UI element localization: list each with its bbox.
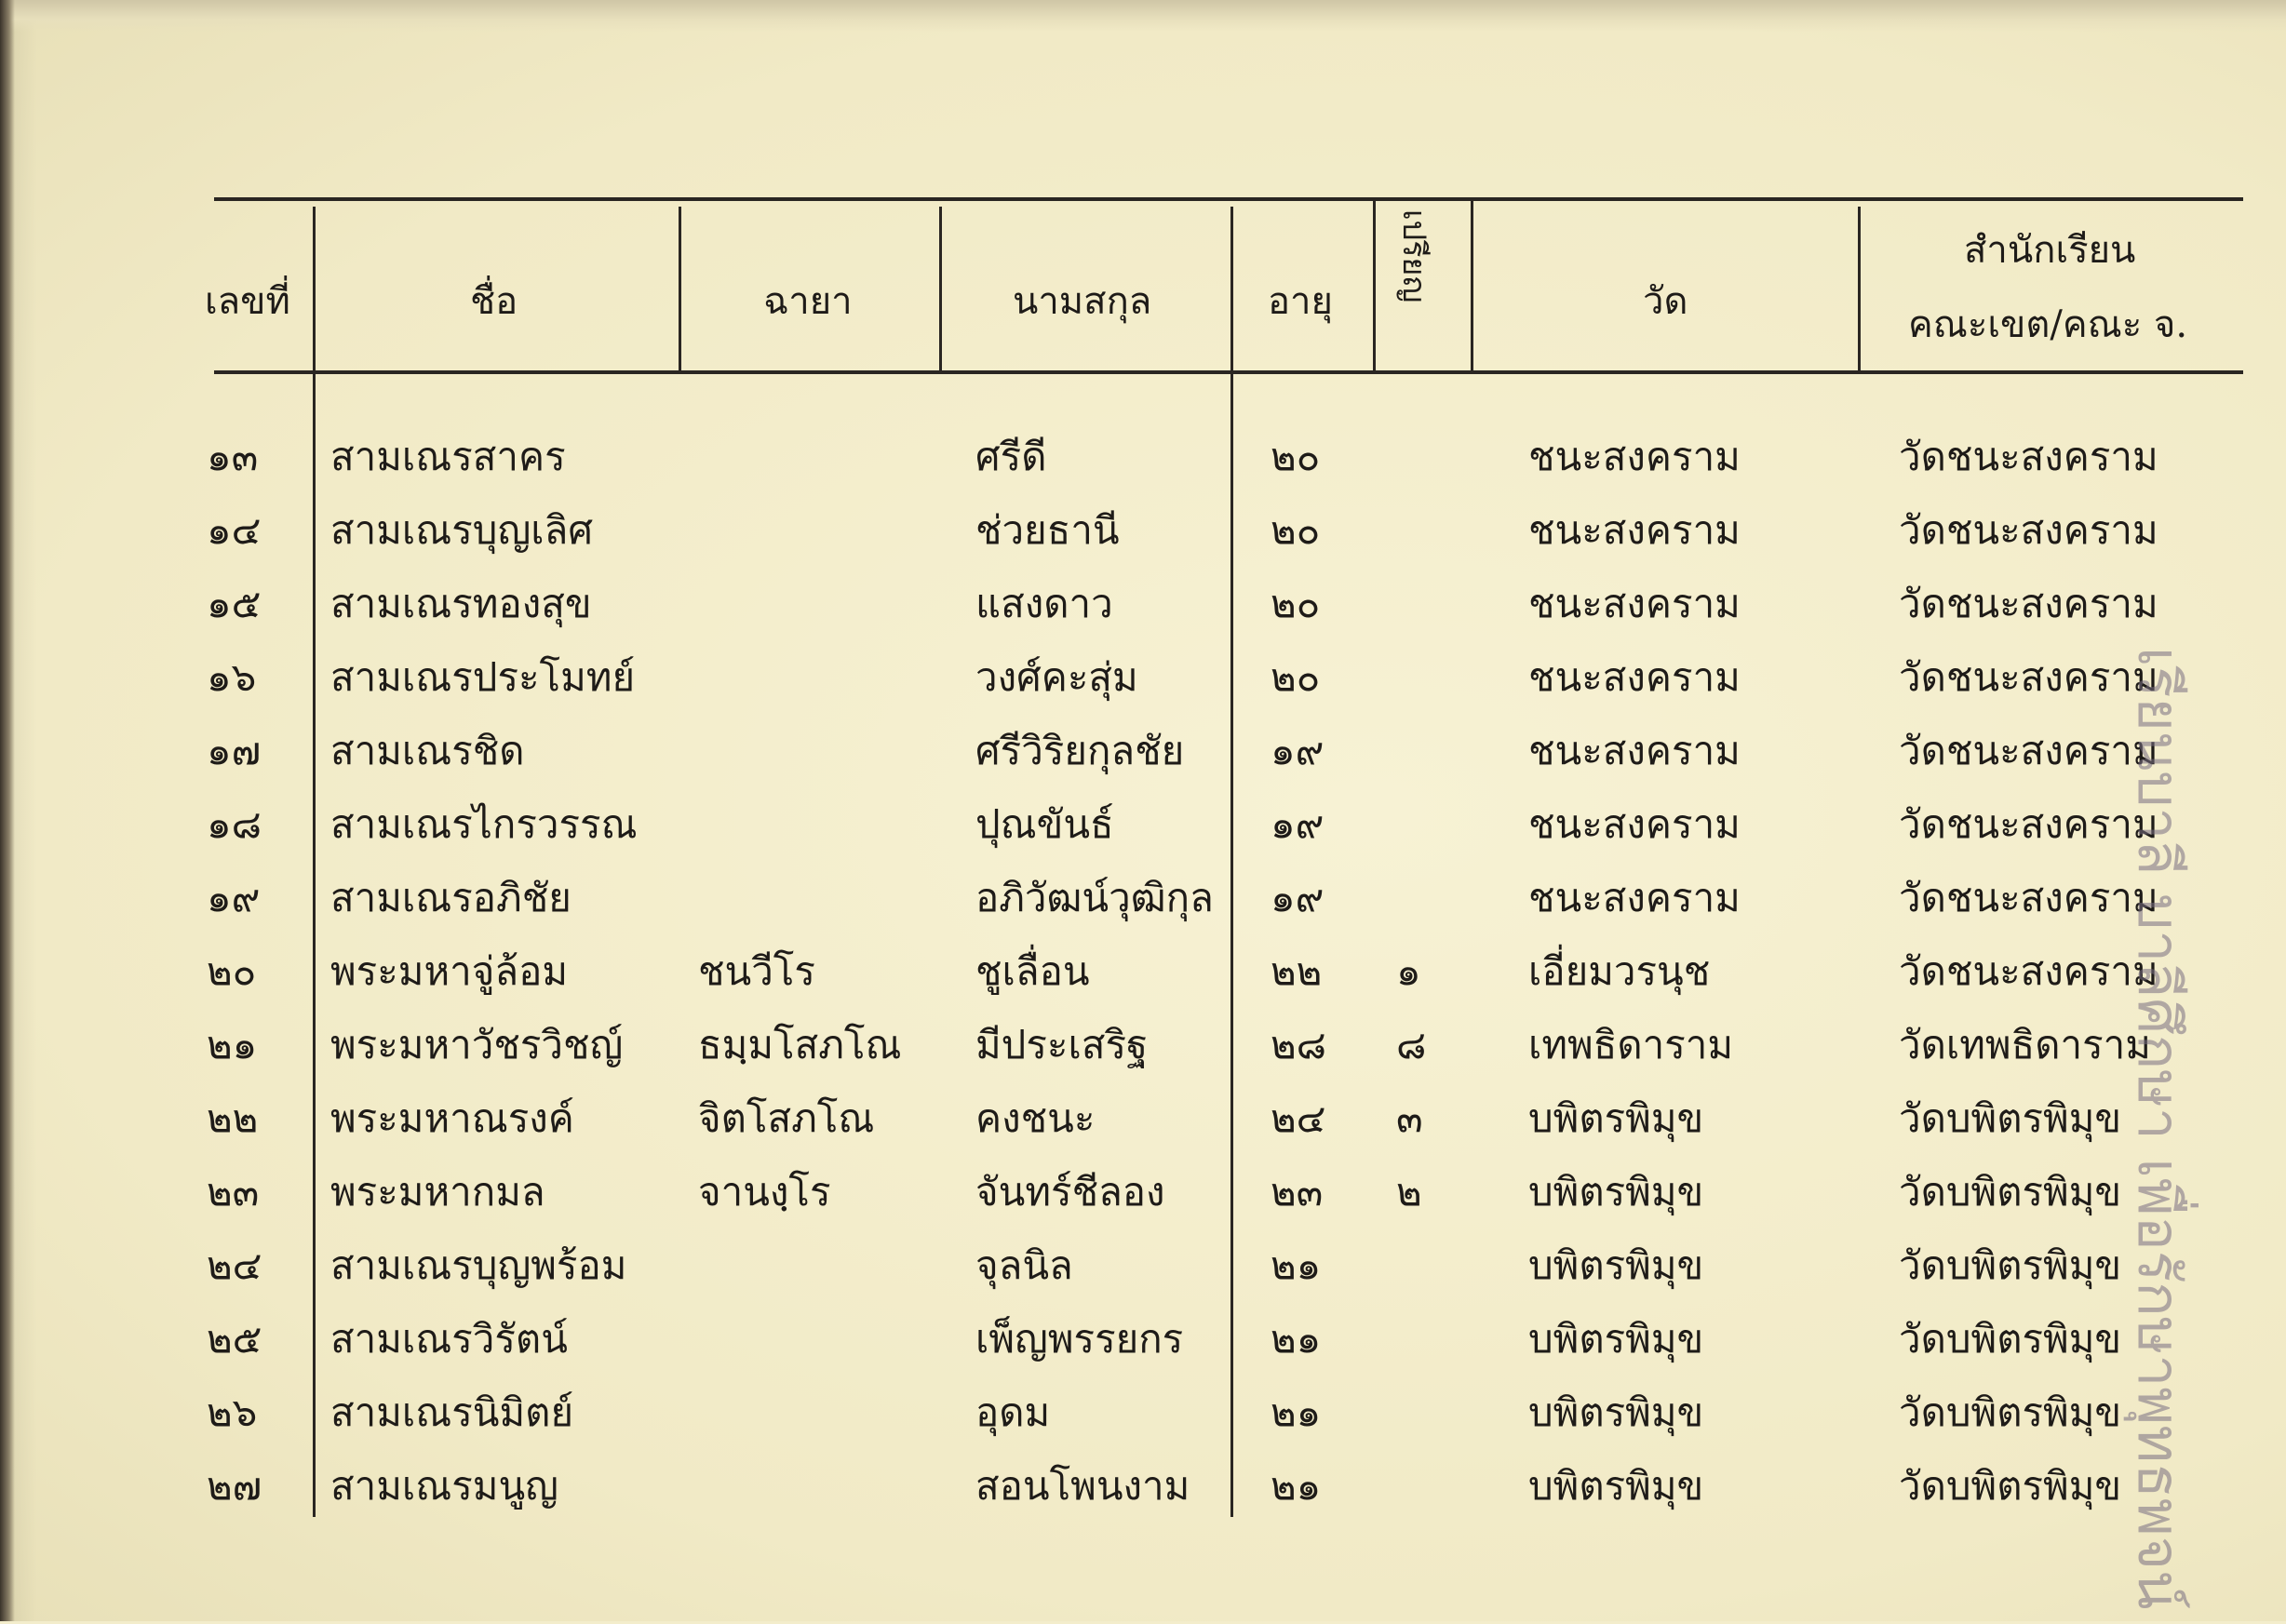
cell-school: วัดชนะสงคราม bbox=[1899, 507, 2158, 553]
cell-age: ๑๙ bbox=[1271, 875, 1325, 920]
cell-name: สามเณรชิด bbox=[330, 728, 525, 773]
cell-parian: ๘ bbox=[1396, 1022, 1427, 1067]
cell-chaya: ชนวีโร bbox=[698, 948, 815, 994]
cell-surname: จันทร์ชีลอง bbox=[975, 1169, 1165, 1215]
cell-school: วัดชนะสงคราม bbox=[1899, 654, 2158, 700]
cell-age: ๒๐ bbox=[1271, 581, 1321, 626]
table-top-rule bbox=[214, 197, 2243, 201]
cell-parian: ๒ bbox=[1396, 1169, 1422, 1215]
cell-surname: อภิวัฒน์วุฒิกุล bbox=[975, 875, 1214, 920]
cell-no: ๑๙ bbox=[207, 875, 261, 920]
header-school-line1: สำนักเรียน bbox=[1964, 229, 2136, 272]
cell-no: ๒๗ bbox=[207, 1463, 262, 1509]
cell-wat: ชนะสงคราม bbox=[1528, 875, 1741, 920]
cell-school: วัดชนะสงคราม bbox=[1899, 948, 2158, 994]
cell-wat: บพิตรพิมุข bbox=[1528, 1242, 1704, 1288]
header-age: อายุ bbox=[1268, 280, 1333, 323]
cell-no: ๑๖ bbox=[207, 654, 257, 700]
cell-age: ๒๔ bbox=[1271, 1095, 1326, 1141]
cell-school: วัดชนะสงคราม bbox=[1899, 801, 2158, 847]
column-divider bbox=[1373, 197, 1376, 372]
cell-name: สามเณรบุญพร้อม bbox=[330, 1242, 627, 1288]
cell-wat: บพิตรพิมุข bbox=[1528, 1095, 1704, 1141]
cell-no: ๒๓ bbox=[207, 1169, 260, 1215]
cell-chaya: ธมฺมโสภโณ bbox=[698, 1022, 902, 1067]
cell-surname: วงศ์คะสุ่ม bbox=[975, 654, 1138, 700]
page-top-edge bbox=[0, 0, 2286, 32]
cell-surname: มีประเสริฐ bbox=[975, 1022, 1149, 1067]
page-binding-edge bbox=[0, 0, 15, 1621]
column-divider bbox=[1230, 207, 1233, 1517]
cell-name: สามเณรมนูญ bbox=[330, 1463, 558, 1509]
cell-wat: บพิตรพิมุข bbox=[1528, 1463, 1704, 1509]
cell-surname: ปุณขันธ์ bbox=[975, 801, 1114, 847]
cell-name: พระมหากมล bbox=[330, 1169, 545, 1215]
cell-name: สามเณรสาคร bbox=[330, 434, 566, 479]
cell-name: สามเณรไกรวรรณ bbox=[330, 801, 638, 847]
cell-chaya: จิตโสภโณ bbox=[698, 1095, 875, 1141]
cell-wat: ชนะสงคราม bbox=[1528, 434, 1741, 479]
cell-no: ๑๓ bbox=[207, 434, 259, 479]
cell-no: ๑๘ bbox=[207, 801, 262, 847]
cell-wat: ชนะสงคราม bbox=[1528, 581, 1741, 626]
cell-age: ๒๑ bbox=[1271, 1242, 1322, 1288]
cell-surname: ศรีดี bbox=[975, 434, 1047, 479]
cell-wat: บพิตรพิมุข bbox=[1528, 1169, 1704, 1215]
table-header-rule bbox=[214, 370, 2243, 374]
header-parian: เปรียญ bbox=[1395, 209, 1432, 303]
cell-surname: เพ็ญพรรยกร bbox=[975, 1316, 1184, 1362]
cell-age: ๒๒ bbox=[1271, 948, 1323, 994]
cell-school: วัดบพิตรพิมุข bbox=[1899, 1463, 2122, 1509]
header-no: เลขที่ bbox=[205, 280, 290, 323]
cell-school: วัดชนะสงคราม bbox=[1899, 581, 2158, 626]
cell-name: พระมหาวัชรวิชญ์ bbox=[330, 1022, 624, 1067]
cell-no: ๒๐ bbox=[207, 948, 257, 994]
cell-no: ๑๕ bbox=[207, 581, 262, 626]
cell-wat: บพิตรพิมุข bbox=[1528, 1389, 1704, 1435]
cell-surname: อุดม bbox=[975, 1389, 1051, 1435]
cell-surname: แสงดาว bbox=[975, 581, 1113, 626]
cell-no: ๒๑ bbox=[207, 1022, 258, 1067]
cell-no: ๒๔ bbox=[207, 1242, 262, 1288]
cell-age: ๒๑ bbox=[1271, 1463, 1322, 1509]
cell-age: ๑๙ bbox=[1271, 801, 1325, 847]
header-wat: วัด bbox=[1643, 280, 1688, 323]
cell-surname: จุลนิล bbox=[975, 1242, 1073, 1288]
cell-age: ๒๑ bbox=[1271, 1316, 1322, 1362]
cell-name: พระมหาจู่ล้อม bbox=[330, 948, 569, 994]
cell-wat: ชนะสงคราม bbox=[1528, 728, 1741, 773]
header-chaya: ฉายา bbox=[763, 280, 853, 323]
cell-school: วัดชนะสงคราม bbox=[1899, 728, 2158, 773]
cell-surname: ชูเลื่อน bbox=[975, 948, 1090, 994]
cell-no: ๑๗ bbox=[207, 728, 262, 773]
cell-name: สามเณรอภิชัย bbox=[330, 875, 572, 920]
cell-name: สามเณรวิรัตน์ bbox=[330, 1316, 568, 1362]
cell-school: วัดบพิตรพิมุข bbox=[1899, 1095, 2122, 1141]
cell-parian: ๑ bbox=[1396, 948, 1421, 994]
cell-age: ๒๐ bbox=[1271, 654, 1321, 700]
cell-chaya: จานงฺโร bbox=[698, 1169, 831, 1215]
cell-name: สามเณรนิมิตย์ bbox=[330, 1389, 574, 1435]
column-divider bbox=[939, 207, 942, 372]
cell-parian: ๓ bbox=[1396, 1095, 1423, 1141]
cell-wat: บพิตรพิมุข bbox=[1528, 1316, 1704, 1362]
cell-school: วัดชนะสงคราม bbox=[1899, 875, 2158, 920]
cell-age: ๑๙ bbox=[1271, 728, 1325, 773]
cell-surname: คงชนะ bbox=[975, 1095, 1096, 1141]
cell-surname: ศรีวิริยกุลชัย bbox=[975, 728, 1185, 773]
cell-wat: ชนะสงคราม bbox=[1528, 507, 1741, 553]
cell-age: ๒๑ bbox=[1271, 1389, 1322, 1435]
cell-wat: เอี่ยมวรนุช bbox=[1528, 948, 1711, 994]
cell-no: ๒๒ bbox=[207, 1095, 259, 1141]
header-surname: นามสกุล bbox=[1013, 280, 1152, 323]
cell-name: สามเณรประโมทย์ bbox=[330, 654, 636, 700]
cell-age: ๒๐ bbox=[1271, 434, 1321, 479]
watermark-text: เรียนบาลี บาลีศึกษา เพื่อรักษาพุทธพจน์ bbox=[2125, 647, 2193, 1610]
column-divider bbox=[679, 207, 681, 372]
cell-age: ๒๘ bbox=[1271, 1022, 1327, 1067]
cell-school: วัดชนะสงคราม bbox=[1899, 434, 2158, 479]
cell-age: ๒๓ bbox=[1271, 1169, 1324, 1215]
column-divider bbox=[1471, 197, 1473, 372]
cell-wat: ชนะสงคราม bbox=[1528, 801, 1741, 847]
cell-school: วัดเทพธิดาราม bbox=[1899, 1022, 2151, 1067]
cell-name: สามเณรบุญเลิศ bbox=[330, 507, 593, 553]
column-divider bbox=[313, 207, 316, 1517]
cell-name: พระมหาณรงค์ bbox=[330, 1095, 574, 1141]
cell-school: วัดบพิตรพิมุข bbox=[1899, 1242, 2122, 1288]
cell-school: วัดบพิตรพิมุข bbox=[1899, 1169, 2122, 1215]
cell-surname: ช่วยธานี bbox=[975, 507, 1120, 553]
cell-no: ๑๔ bbox=[207, 507, 262, 553]
cell-wat: เทพธิดาราม bbox=[1528, 1022, 1734, 1067]
cell-name: สามเณรทองสุข bbox=[330, 581, 592, 626]
cell-school: วัดบพิตรพิมุข bbox=[1899, 1316, 2122, 1362]
header-school-line2: คณะเขต/คณะ จ. bbox=[1908, 303, 2188, 346]
header-name: ชื่อ bbox=[470, 280, 518, 323]
cell-wat: ชนะสงคราม bbox=[1528, 654, 1741, 700]
cell-no: ๒๕ bbox=[207, 1316, 262, 1362]
cell-age: ๒๐ bbox=[1271, 507, 1321, 553]
cell-school: วัดบพิตรพิมุข bbox=[1899, 1389, 2122, 1435]
cell-surname: สอนโพนงาม bbox=[975, 1463, 1190, 1509]
cell-no: ๒๖ bbox=[207, 1389, 258, 1435]
column-divider bbox=[1858, 207, 1861, 372]
